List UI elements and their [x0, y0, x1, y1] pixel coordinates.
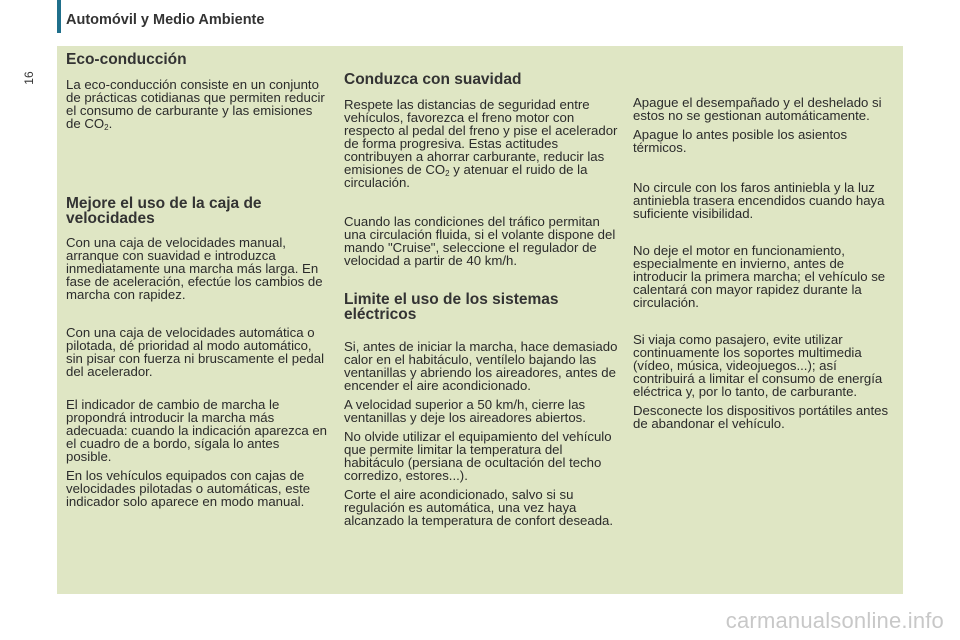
co2-subscript: 2 — [445, 169, 450, 178]
section-title-smooth-driving: Conduzca con suavidad — [344, 71, 522, 88]
section-title-electrical-systems: Limite el uso de los sistemas eléctricos — [344, 291, 559, 323]
page-header-title: Automóvil y Medio Ambiente — [66, 12, 265, 28]
portable-devices-text: Desconecte los dispositivos portátiles antes de abandonar el vehículo. — [633, 403, 889, 431]
eco-driving-text — [66, 78, 328, 130]
cabin-temperature-text: No olvide utilizar el equipamiento del vehículo que permite limitar la temperatura del habitáculo (persiana de ocultación del techo corredizo, estores...). — [344, 429, 612, 483]
ventilation-text: Si, antes de iniciar la marcha, hace demasiado calor en el habitáculo, ventílelo bajando las ventanillas y abriendo los aireadores, antes de encender el aire acondicionado. — [344, 339, 618, 393]
section-title-eco-driving: Eco-conducción — [66, 51, 187, 68]
content-panel — [57, 46, 903, 594]
column-middle — [344, 72, 619, 527]
section-title-gearbox: Mejore el uso de la caja de velocidades — [66, 195, 262, 227]
gear-indicator-text: El indicador de cambio de marcha le propondrá introducir la marcha más adecuada: cuando la indicación aparezca en el cuadro de a bordo, sígala lo antes posible. — [66, 397, 328, 464]
gearbox-automatic-text: Con una caja de velocidades automática o pilotada, dé prioridad al modo automático, sin pisar con fuerza ni bruscamente el pedal del acelerador. — [66, 325, 325, 379]
air-conditioning-text: Corte el aire acondicionado, salvo si su regulación es automática, una vez haya alcanzado la temperatura de confort deseada. — [344, 487, 614, 528]
multimedia-text: Si viaja como pasajero, evite utilizar continuamente los soportes multimedia (vídeo, música, videojuegos...); así contribuirá a limitar el consumo de energía eléctrica y, por lo tanto, de carburante. — [633, 332, 883, 399]
smooth-driving-text-main: Respete las distancias de seguridad entre vehículos, favorezca el freno motor con respecto al pedal del freno y pise el acelerador de forma progresiva. Estas actitudes contribuyen a ahorrar carburante, reducir las emisiones de CO — [344, 97, 618, 177]
fog-lights-text: No circule con los faros antiniebla y la luz antiniebla trasera encendidos cuando haya suficiente visibilidad. — [633, 180, 885, 221]
column-right — [633, 96, 895, 430]
engine-idle-text: No deje el motor en funcionamiento, especialmente en invierno, antes de introducir la primera marcha; el vehículo se calentará con mayor rapidez durante la circulación. — [633, 243, 886, 310]
gear-indicator-manual-mode-text: En los vehículos equipados con cajas de velocidades pilotadas o automáticas, este indicador solo aparece en modo manual. — [66, 468, 311, 509]
page-number: 16 — [22, 71, 36, 85]
cruise-control-text: Cuando las condiciones del tráfico permitan una circulación fluida, si el volante dispone del mando "Cruise", seleccione el regulador de velocidad a partir de 40 km/h. — [344, 214, 616, 268]
eco-driving-text-main: La eco-conducción consiste en un conjunto de prácticas cotidianas que permiten reducir el consumo de carburante y las emisiones de CO — [66, 77, 325, 131]
windows-speed-text: A velocidad superior a 50 km/h, cierre las ventanillas y deje los aireadores abiertos. — [344, 397, 586, 425]
watermark: carmanualsonline.info — [725, 608, 944, 633]
heated-seats-text: Apague lo antes posible los asientos térmicos. — [633, 127, 848, 155]
demist-text: Apague el desempañado y el deshelado si estos no se gestionan automáticamente. — [633, 95, 882, 123]
eco-driving-text-tail: . — [108, 116, 113, 131]
column-left — [66, 52, 328, 508]
smooth-driving-text — [344, 98, 619, 189]
smooth-driving-text-tail: y atenuar el ruido de la circulación. — [344, 162, 588, 190]
co2-subscript: 2 — [104, 123, 109, 132]
gearbox-manual-text: Con una caja de velocidades manual, arranque con suavidad e introduzca inmediatamente una marcha más larga. En fase de aceleración, efectúe los cambios de marcha con rapidez. — [66, 235, 323, 302]
header-accent-bar — [57, 0, 61, 33]
